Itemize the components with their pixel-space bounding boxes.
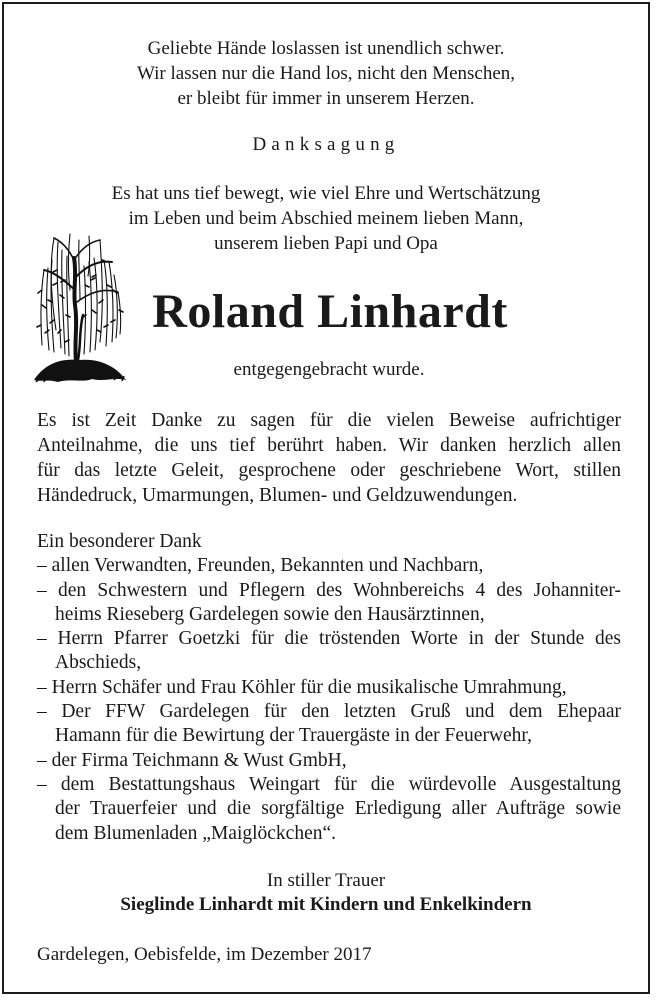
intro-line: unserem lieben Papi und Opa — [214, 233, 438, 254]
paragraph-line: Es ist Zeit Danke zu sagen für die vielen Beweise aufrichtiger — [37, 410, 621, 431]
list-item-line: – Herrn Pfarrer Goetzki für die tröstenden Worte in der Stunde des — [37, 628, 621, 650]
list-item-line: – der Firma Teichmann & Wust GmbH, — [37, 749, 347, 771]
intro-line: Es hat uns tief bewegt, wie viel Ehre und Wertschätzung — [111, 183, 541, 204]
heading: Danksagung — [252, 134, 400, 155]
list-item-line: dem Blumenladen „Maiglöckchen“. — [55, 822, 337, 844]
list-item — [37, 627, 621, 676]
deceased-name: Roland Linhardt — [152, 285, 508, 338]
obituary-card — [2, 2, 650, 994]
poem — [4, 36, 648, 111]
poem-line: er bleibt für immer in unserem Herzen. — [177, 88, 475, 109]
list-item-line: Hamann für die Bewirtung der Trauergäste in der Feuerwehr, — [55, 725, 533, 747]
list-item — [37, 676, 621, 700]
poem-line: Geliebte Hände loslassen ist unendlich schwer. — [147, 38, 505, 59]
list-item-line: – dem Bestattungshaus Weingart für die würdevolle Ausgestaltung — [37, 773, 621, 795]
list-item-line: der Trauerfeier und die sorgfältige Erledigung aller Aufträge sowie — [55, 798, 621, 820]
mourning-line: In stiller Trauer — [266, 870, 386, 891]
list-item-line: Abschieds, — [55, 652, 142, 674]
list-item — [37, 579, 621, 628]
list-item — [37, 700, 621, 749]
place-date: Gardelegen, Oebisfelde, im Dezember 2017 — [37, 944, 372, 965]
list-item-line: – Herrn Schäfer und Frau Köhler für die musikalische Umrahmung, — [37, 676, 567, 698]
list-item — [37, 773, 621, 846]
list-item-line: heims Rieseberg Gardelegen sowie den Hausärztinnen, — [55, 603, 485, 625]
thanks-paragraph — [37, 408, 621, 508]
special-thanks-title: Ein besonderer Dank — [37, 531, 202, 552]
paragraph-line: Anteilnahme, die uns tief berührt haben. Wir danken herzlich allen — [37, 435, 621, 456]
list-item-line: – allen Verwandten, Freunden, Bekannten und Nachbarn, — [37, 555, 484, 577]
weeping-willow-icon — [34, 230, 126, 396]
family-signature: Sieglinde Linhardt mit Kindern und Enkelkindern — [120, 894, 532, 915]
list-item — [37, 749, 621, 773]
special-thanks — [37, 530, 621, 846]
after-name-line: entgegengebracht wurde. — [233, 359, 425, 380]
special-thanks-list — [37, 554, 621, 846]
poem-line: Wir lassen nur die Hand los, nicht den Menschen, — [136, 63, 516, 84]
list-item — [37, 554, 621, 578]
intro-line: im Leben und beim Abschied meinem lieben Mann, — [128, 208, 524, 229]
paragraph-line: für das letzte Geleit, gesprochene oder geschriebene Wort, stillen — [37, 460, 621, 481]
paragraph-line: Händedruck, Umarmungen, Blumen- und Geldzuwendungen. — [37, 485, 518, 506]
list-item-line: – Der FFW Gardelegen für den letzten Gruß und dem Ehepaar — [37, 701, 621, 723]
list-item-line: – den Schwestern und Pflegern des Wohnbereichs 4 des Johanniter- — [37, 579, 621, 601]
